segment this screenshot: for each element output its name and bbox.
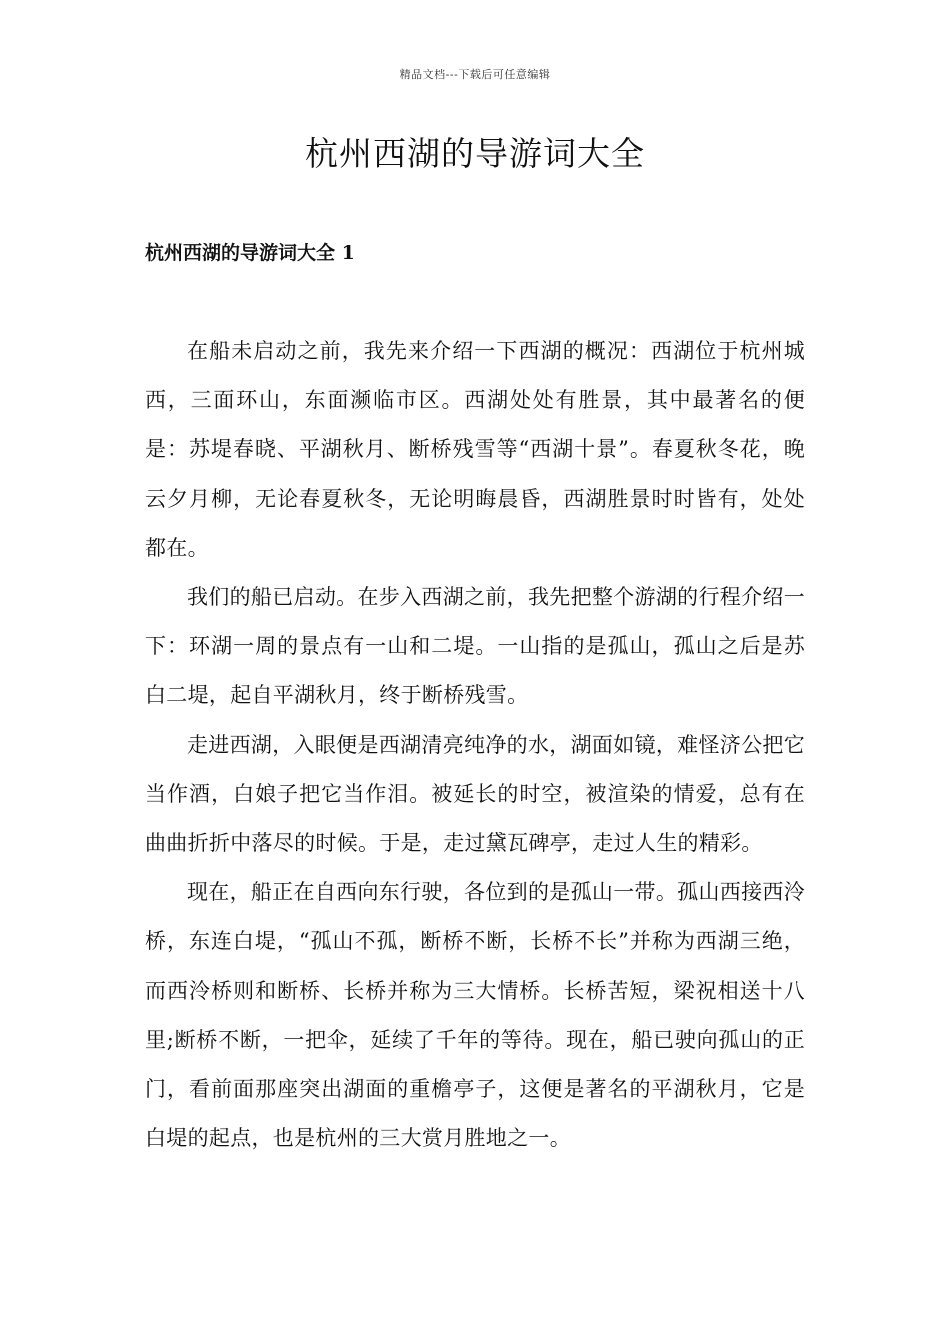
section-heading: 杭州西湖的导游词大全 1	[145, 242, 355, 264]
paragraph-1: 在船未启动之前，我先来介绍一下西湖的概况：西湖位于杭州城西，三面环山，东面濒临市区。西湖处处有胜景，其中最著名的便是：苏堤春晓、平湖秋月、断桥残雪等“西湖十景”。春夏秋冬花，晚云夕月柳，无论春夏秋冬，无论明晦晨昏，西湖胜景时时皆有，处处都在。	[145, 339, 805, 560]
paragraph-3: 走进西湖，入眼便是西湖清亮纯净的水，湖面如镜，难怪济公把它当作酒，白娘子把它当作泪。被延长的时空，被渲染的情爱，总有在曲曲折折中落尽的时候。于是，走过黛瓦碑亭，走过人生的精彩。	[145, 732, 805, 856]
paragraph-2: 我们的船已启动。在步入西湖之前，我先把整个游湖的行程介绍一下：环湖一周的景点有一山和二堤。一山指的是孤山，孤山之后是苏白二堤，起自平湖秋月，终于断桥残雪。	[145, 585, 805, 708]
document-body	[145, 327, 805, 1163]
header-note: 精品文档---下载后可任意编辑	[399, 68, 551, 81]
paragraph-4: 现在，船正在自西向东行驶，各位到的是孤山一带。孤山西接西泠桥，东连白堤，“孤山不孤，断桥不断，长桥不长”并称为西湖三绝，而西泠桥则和断桥、长桥并称为三大情桥。长桥苦短，梁祝相送十八里;断桥不断，一把伞，延续了千年的等待。现在，船已驶向孤山的正门，看前面那座突出湖面的重檐亭子，这便是著名的平湖秋月，它是白堤的起点，也是杭州的三大赏月胜地之一。	[145, 880, 805, 1151]
document-title: 杭州西湖的导游词大全	[305, 134, 645, 173]
